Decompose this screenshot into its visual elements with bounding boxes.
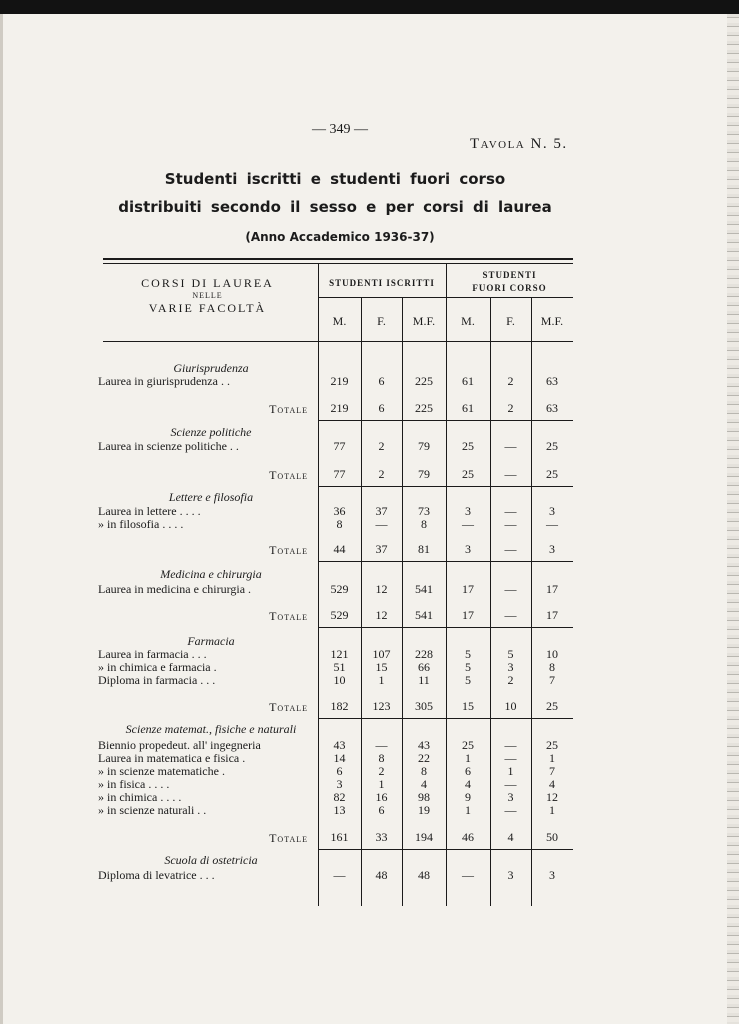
row-label: » in filosofia . . . .	[98, 517, 184, 531]
total-cell: 123	[372, 699, 391, 713]
table-cell: 5	[465, 660, 471, 674]
total-cell: 25	[546, 467, 558, 481]
table-cell: 529	[330, 582, 349, 596]
table-cell: —	[462, 868, 474, 882]
table-cell: 13	[333, 803, 346, 817]
table-cell: 37	[375, 504, 388, 518]
table-cell: 61	[462, 374, 474, 388]
table-cell: 73	[418, 504, 430, 518]
table-cell: —	[504, 738, 517, 752]
table-cell: 1	[465, 751, 471, 765]
header-corsi	[100, 276, 315, 316]
total-label: Totale	[269, 831, 308, 845]
total-cell: 25	[462, 467, 474, 481]
total-label: Totale	[269, 543, 308, 557]
faculty-heading: Scienze matemat., fisiche e naturali	[125, 722, 297, 736]
table-cell: 3	[507, 660, 514, 674]
table-cell: 12	[375, 582, 388, 596]
faculty-heading: Giurisprudenza	[173, 361, 249, 375]
table-cell: 11	[418, 673, 430, 687]
table-cell: 66	[418, 660, 430, 674]
top-rule-2	[103, 263, 573, 264]
total-cell: 541	[415, 608, 433, 622]
table-cell: 1	[549, 751, 555, 765]
table-cell: 48	[375, 868, 388, 882]
table-cell: 2	[507, 673, 514, 687]
table-cell: 7	[549, 673, 555, 687]
table-cell: 4	[421, 777, 427, 791]
page-number: — 349 —	[312, 122, 368, 137]
total-cell: 77	[333, 467, 346, 481]
total-cell: 182	[330, 699, 349, 713]
table-cell: 8	[378, 751, 385, 765]
table-cell: 6	[336, 764, 343, 778]
total-cell: 61	[462, 401, 474, 415]
section-rule	[318, 627, 573, 628]
table-cell: 25	[462, 738, 474, 752]
section-rule	[318, 486, 573, 487]
table-cell: 2	[378, 764, 385, 778]
row-label: Laurea in matematica e fisica .	[98, 751, 246, 765]
table-cell: 6	[465, 764, 471, 778]
total-label: Totale	[269, 468, 308, 482]
total-cell: —	[504, 608, 517, 622]
table-cell: 98	[418, 790, 430, 804]
row-label: Laurea in farmacia . . .	[98, 647, 207, 661]
col-header-f: F.	[377, 314, 386, 328]
total-cell: 79	[418, 467, 430, 481]
table-cell: —	[462, 517, 474, 531]
total-cell: —	[504, 467, 517, 481]
table-cell: 10	[333, 673, 346, 687]
table-cell: 107	[372, 647, 391, 661]
col-header-fc-mf: M.F.	[540, 314, 564, 328]
row-label: » in fisica . . . .	[98, 777, 170, 791]
table-cell: —	[375, 517, 388, 531]
table-cell: 6	[378, 374, 385, 388]
table-cell: 16	[375, 790, 388, 804]
table-cell: 2	[378, 439, 385, 453]
table-cell: —	[333, 868, 346, 882]
table-number: Tavola N. 5.	[470, 136, 568, 152]
total-cell: 2	[378, 467, 385, 481]
header-bottom-rule	[103, 341, 573, 342]
total-cell: 63	[546, 401, 558, 415]
title-line-2: distribuiti secondo il sesso e per corsi di laurea	[118, 198, 552, 216]
table-cell: 3	[507, 790, 514, 804]
table-cell: 1	[549, 803, 555, 817]
table-cell: 3	[465, 504, 471, 518]
table-cell: 1	[465, 803, 471, 817]
total-cell: 161	[330, 830, 349, 844]
table-cell: 10	[546, 647, 558, 661]
faculty-heading: Farmacia	[187, 634, 235, 648]
table-cell: 63	[546, 374, 558, 388]
row-label: » in scienze matematiche .	[98, 764, 225, 778]
total-cell: 17	[546, 608, 558, 622]
header-corsi-line1: CORSI DI LAUREA	[141, 276, 274, 290]
top-rule	[103, 258, 573, 260]
table-cell: 5	[465, 673, 471, 687]
total-cell: 529	[330, 608, 349, 622]
table-cell: —	[375, 738, 388, 752]
total-cell: 46	[462, 830, 474, 844]
row-label: Diploma di levatrice . . .	[98, 868, 215, 882]
table-cell: 17	[462, 582, 474, 596]
total-label: Totale	[269, 609, 308, 623]
section-rule	[318, 420, 573, 421]
table-cell: 8	[421, 517, 427, 531]
faculty-heading: Scienze politiche	[170, 425, 252, 439]
table-cell: 14	[333, 751, 346, 765]
table-cell: —	[504, 439, 517, 453]
faculty-heading: Scuola di ostetricia	[164, 853, 258, 867]
table-cell: 3	[549, 868, 555, 882]
total-cell: 305	[415, 699, 433, 713]
section-rule	[318, 561, 573, 562]
table-cell: 219	[330, 374, 349, 388]
table-cell: 121	[330, 647, 349, 661]
table-cell: 1	[378, 673, 385, 687]
total-cell: 3	[465, 542, 471, 556]
table-cell: —	[546, 517, 558, 531]
group-iscritti: STUDENTI ISCRITTI	[329, 278, 435, 288]
total-cell: 10	[504, 699, 517, 713]
table-cell: 19	[418, 803, 430, 817]
table-cell: 79	[418, 439, 430, 453]
table-cell: 77	[333, 439, 346, 453]
row-label: Laurea in medicina e chirurgia .	[98, 582, 252, 596]
scan-left-edge	[0, 14, 3, 1024]
table-cell: 3	[549, 504, 555, 518]
title-line-1: Studenti iscritti e studenti fuori corso	[164, 170, 506, 188]
row-label: » in scienze naturali . .	[98, 803, 207, 817]
table-cell: —	[504, 517, 517, 531]
table-cell: 1	[378, 777, 385, 791]
table-cell: —	[504, 504, 517, 518]
table-cell: 4	[465, 777, 471, 791]
total-label: Totale	[269, 402, 308, 416]
total-label: Totale	[269, 700, 308, 714]
total-cell: 37	[375, 542, 388, 556]
row-label: Laurea in scienze politiche . .	[98, 439, 239, 453]
table-cell: —	[504, 777, 517, 791]
table-cell: 25	[546, 439, 558, 453]
table-cell: 3	[507, 868, 514, 882]
table-cell: 6	[378, 803, 385, 817]
table-cell: 36	[333, 504, 346, 518]
row-label: » in chimica e farmacia .	[98, 660, 217, 674]
total-cell: 2	[507, 401, 514, 415]
table-cell: 7	[549, 764, 555, 778]
total-cell: 25	[546, 699, 558, 713]
total-cell: 12	[375, 608, 388, 622]
table-cell: 25	[462, 439, 474, 453]
total-cell: 81	[418, 542, 430, 556]
table-cell: 4	[549, 777, 555, 791]
academic-year: (Anno Accademico 1936-37)	[245, 230, 435, 244]
table-cell: 25	[546, 738, 558, 752]
table-cell: 8	[421, 764, 427, 778]
faculty-heading: Lettere e filosofia	[168, 490, 254, 504]
table-cell: 43	[418, 738, 430, 752]
table-cell: 15	[375, 660, 388, 674]
section-rule	[318, 718, 573, 719]
table-cell: 8	[549, 660, 555, 674]
table-cell: 5	[465, 647, 471, 661]
group-fuori-line2: FUORI CORSO	[472, 283, 547, 293]
total-cell: 225	[415, 401, 433, 415]
total-cell: 15	[462, 699, 474, 713]
table-cell: 228	[415, 647, 433, 661]
col-header-fc-m: M.	[461, 314, 475, 328]
table-cell: 43	[333, 738, 346, 752]
col-header-m: M.	[332, 314, 347, 328]
total-cell: —	[504, 542, 517, 556]
total-cell: 44	[333, 542, 346, 556]
table-cell: 1	[507, 764, 514, 778]
table-cell: —	[504, 803, 517, 817]
table-cell: —	[504, 582, 517, 596]
row-label: Biennio propedeut. all' ingegneria	[98, 738, 261, 752]
table-cell: 82	[333, 790, 346, 804]
table-cell: 22	[418, 751, 430, 765]
row-label: » in chimica . . . .	[98, 790, 182, 804]
table-cell: 9	[465, 790, 471, 804]
row-label: Diploma in farmacia . . .	[98, 673, 216, 687]
total-cell: 3	[549, 542, 555, 556]
total-cell: 4	[507, 830, 514, 844]
table-cell: 2	[507, 374, 514, 388]
total-cell: 6	[378, 401, 385, 415]
row-label: Laurea in giurisprudenza . .	[98, 374, 230, 388]
table-cell: 12	[546, 790, 558, 804]
table-cell: 8	[336, 517, 343, 531]
faculty-heading: Medicina e chirurgia	[160, 567, 262, 581]
table-cell: 541	[415, 582, 433, 596]
section-rule	[318, 849, 573, 850]
total-cell: 33	[375, 830, 388, 844]
col-header-mf: M.F.	[412, 314, 436, 328]
header-corsi-line2: NELLE	[192, 291, 223, 300]
table-cell: 3	[336, 777, 343, 791]
table-cell: —	[504, 751, 517, 765]
table-cell: 225	[415, 374, 433, 388]
table-cell: 48	[418, 868, 430, 882]
table-cell: 51	[333, 660, 346, 674]
row-label: Laurea in lettere . . . .	[98, 504, 201, 518]
header-corsi-line3: VARIE FACOLTÀ	[148, 301, 267, 315]
table-cell: 5	[507, 647, 514, 661]
col-header-fc-f: F.	[506, 314, 515, 328]
total-cell: 50	[546, 830, 558, 844]
total-cell: 219	[330, 401, 349, 415]
total-cell: 17	[462, 608, 474, 622]
scan-right-edge	[727, 14, 739, 1024]
group-fuori-line1: STUDENTI	[482, 270, 537, 280]
total-cell: 194	[415, 830, 433, 844]
table-cell: 17	[546, 582, 558, 596]
scan-top-border	[0, 0, 739, 14]
